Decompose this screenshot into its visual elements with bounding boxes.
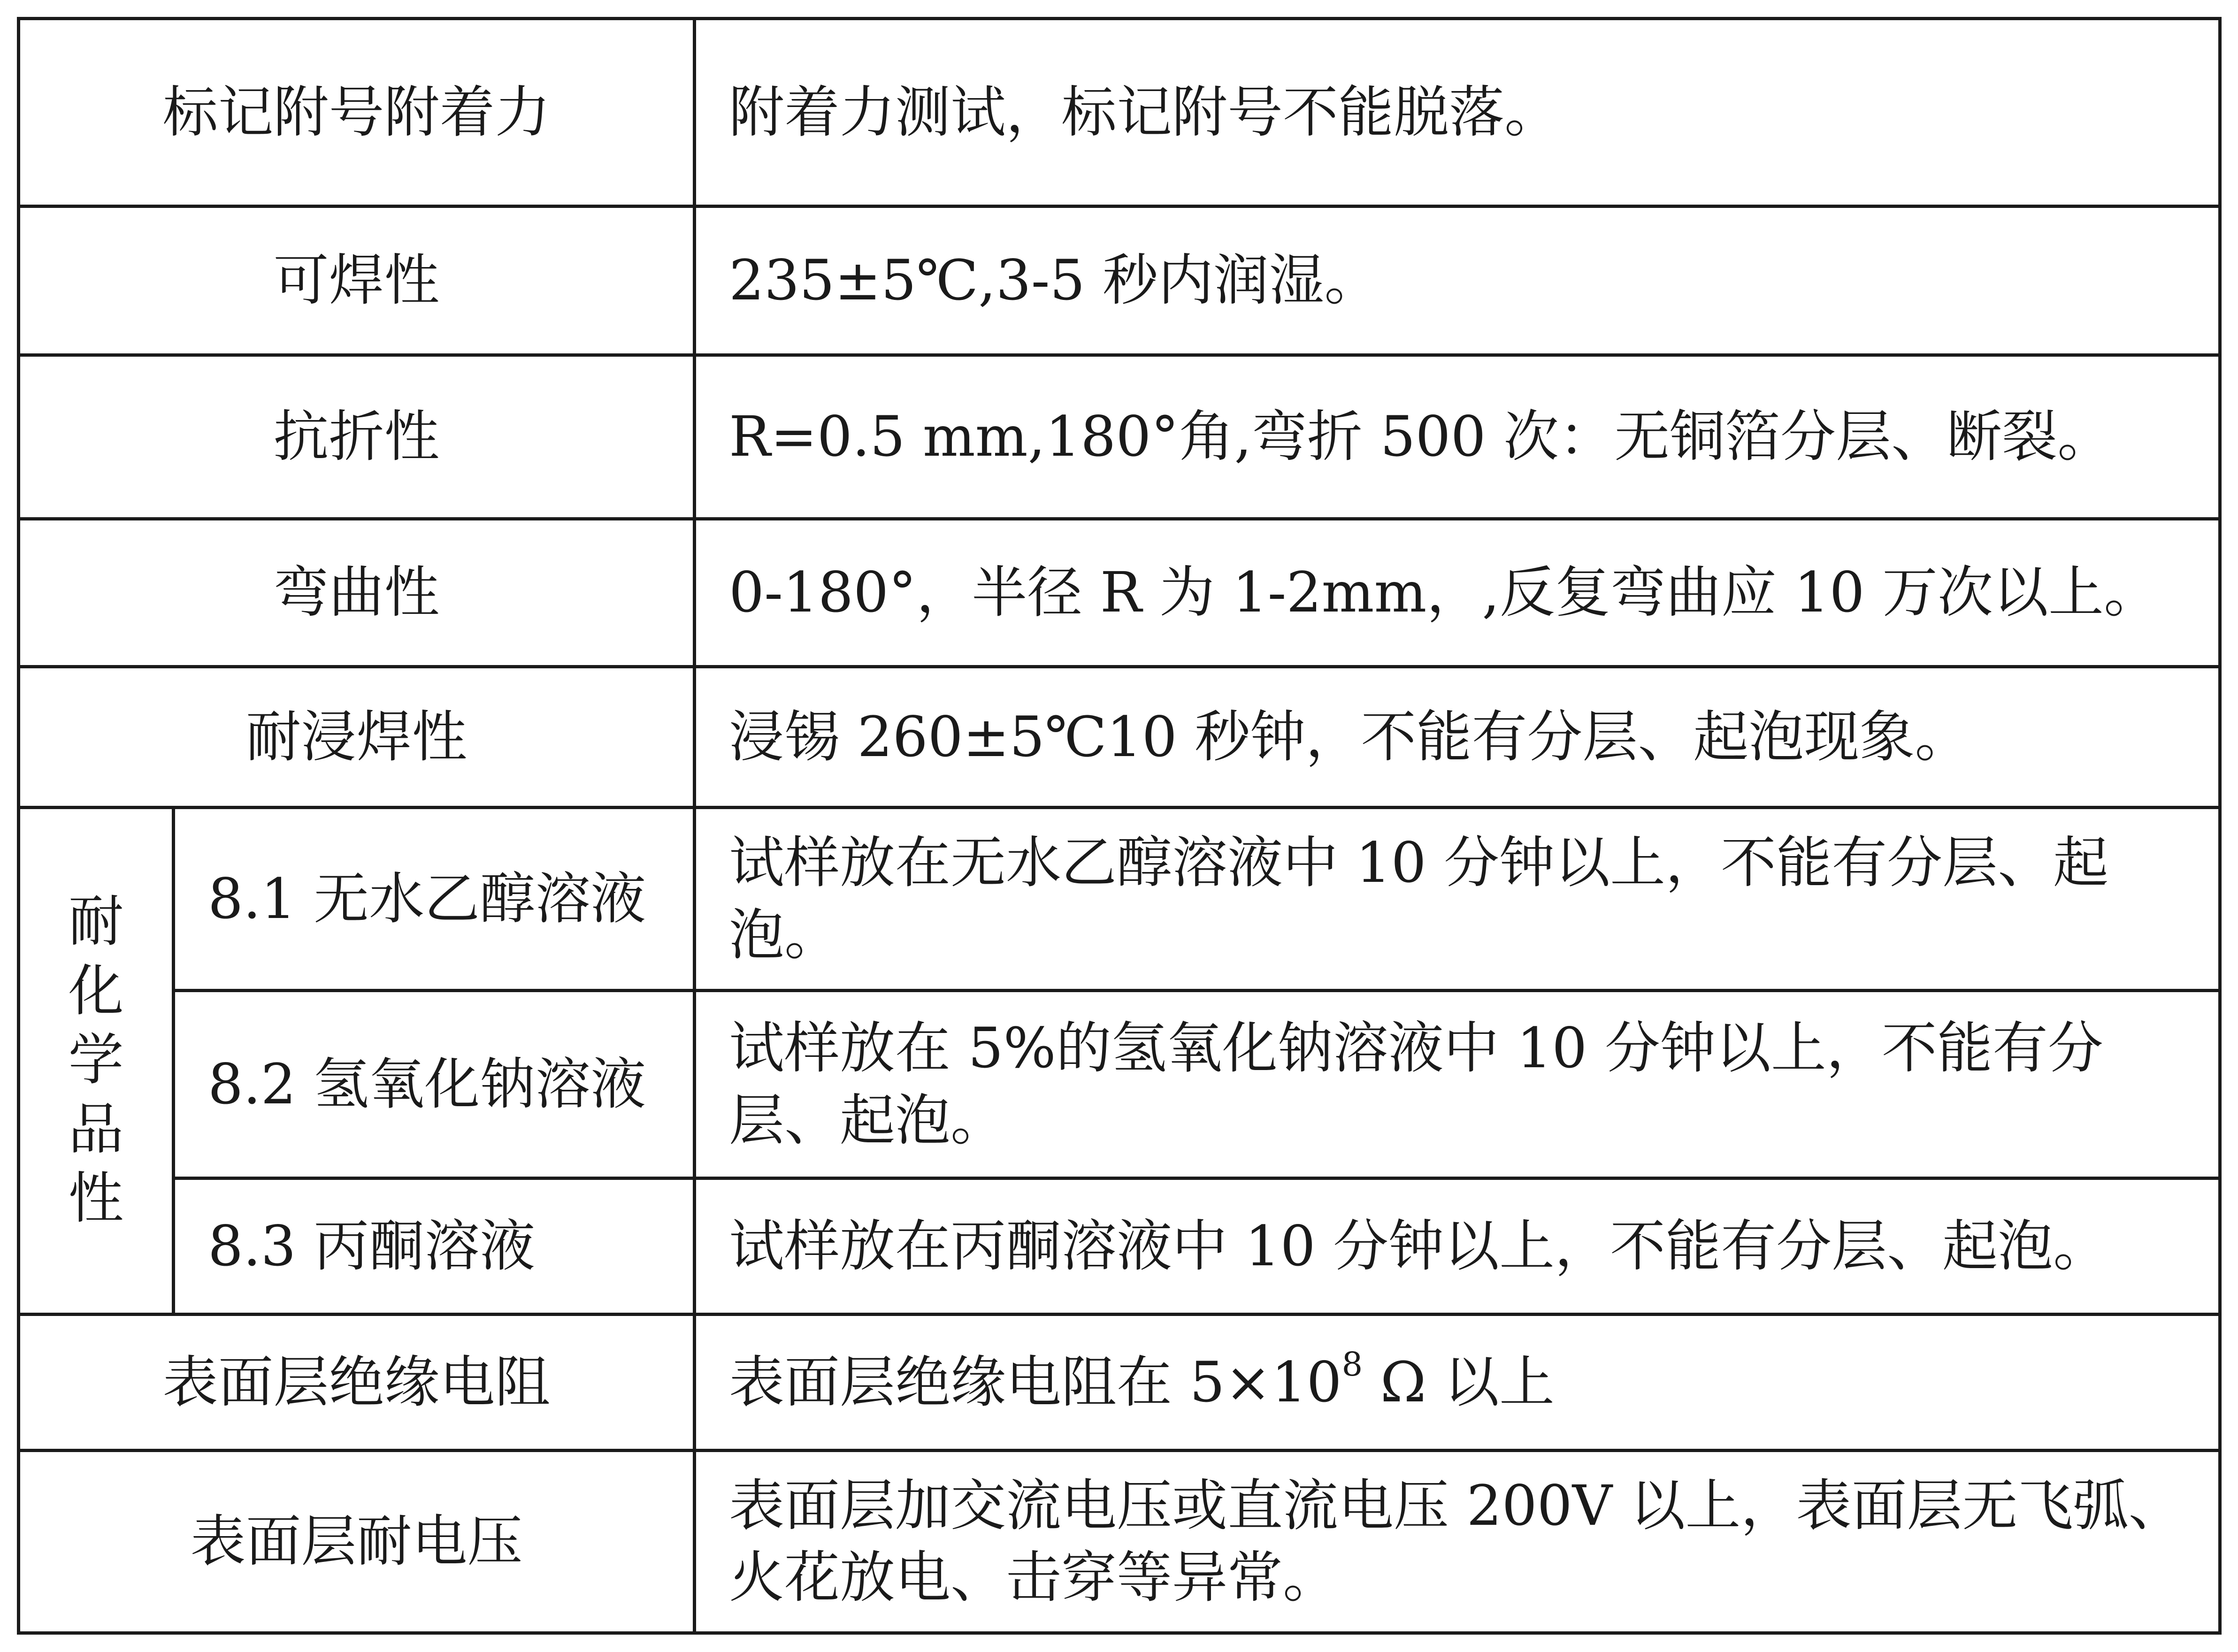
requirement-text: 表面层加交流电压或直流电压 200V 以上，表面层无飞弧、火花放电、击穿等异常。 (729, 1473, 2184, 1610)
item-cell: 可焊性 (19, 206, 695, 355)
chemical-group-label: 耐化学品性 (68, 889, 124, 1231)
item-cell: 弯曲性 (19, 519, 695, 667)
chemical-group-cell (19, 808, 174, 1315)
requirement-text: 0-180°，半径 R 为 1-2mm，,反复弯曲应 10 万次以上。 (729, 560, 2160, 625)
table-row (19, 1315, 2220, 1451)
requirement-cell (695, 19, 2220, 206)
requirement-text: 附着力测试，标记附号不能脱落。 (729, 79, 1560, 145)
item-cell: 表面层耐电压 (19, 1451, 695, 1633)
item-cell: 标记附号附着力 (19, 19, 695, 206)
requirement-text: R=0.5 mm,180°角,弯折 500 次：无铜箔分层、断裂。 (729, 404, 2113, 469)
sub-item-cell: 8.1 无水乙醇溶液 (174, 808, 695, 991)
table-row (19, 808, 2220, 991)
requirement-text: 浸锡 260±5℃10 秒钟，不能有分层、起泡现象。 (729, 704, 1970, 769)
requirement-cell (695, 1315, 2220, 1451)
table-row (19, 667, 2220, 808)
requirement-cell (695, 991, 2220, 1178)
requirement-text: 235±5℃,3-5 秒内润湿。 (729, 248, 1380, 313)
requirement-text: 试样放在 5%的氢氧化钠溶液中 10 分钟以上，不能有分层、起泡。 (729, 1016, 2103, 1153)
requirement-cell (695, 519, 2220, 667)
requirement-text (729, 1346, 2190, 1418)
table-row (19, 519, 2220, 667)
spec-table (17, 17, 2222, 1635)
table-row (19, 19, 2220, 206)
table-row (19, 206, 2220, 355)
insulation-prefix: 表面层绝缘电阻在 5×10 (729, 1349, 1342, 1415)
requirement-cell (695, 1178, 2220, 1315)
item-cell: 表面层绝缘电阻 (19, 1315, 695, 1451)
insulation-suffix: Ω 以上 (1363, 1349, 1555, 1415)
item-cell: 抗折性 (19, 355, 695, 519)
item-cell: 耐浸焊性 (19, 667, 695, 808)
table-row (19, 355, 2220, 519)
table-row (19, 1178, 2220, 1315)
requirement-cell (695, 808, 2220, 991)
requirement-cell (695, 355, 2220, 519)
requirement-cell (695, 206, 2220, 355)
table-row (19, 1451, 2220, 1633)
sub-item-cell: 8.3 丙酮溶液 (174, 1178, 695, 1315)
insulation-exponent: 8 (1341, 1345, 1363, 1384)
table-row (19, 991, 2220, 1178)
sub-item-cell: 8.2 氢氧化钠溶液 (174, 991, 695, 1178)
requirement-text: 试样放在丙酮溶液中 10 分钟以上，不能有分层、起泡。 (729, 1213, 2109, 1278)
requirement-cell (695, 1451, 2220, 1633)
requirement-text: 试样放在无水乙醇溶液中 10 分钟以上，不能有分层、起泡。 (729, 830, 2109, 967)
requirement-cell (695, 667, 2220, 808)
